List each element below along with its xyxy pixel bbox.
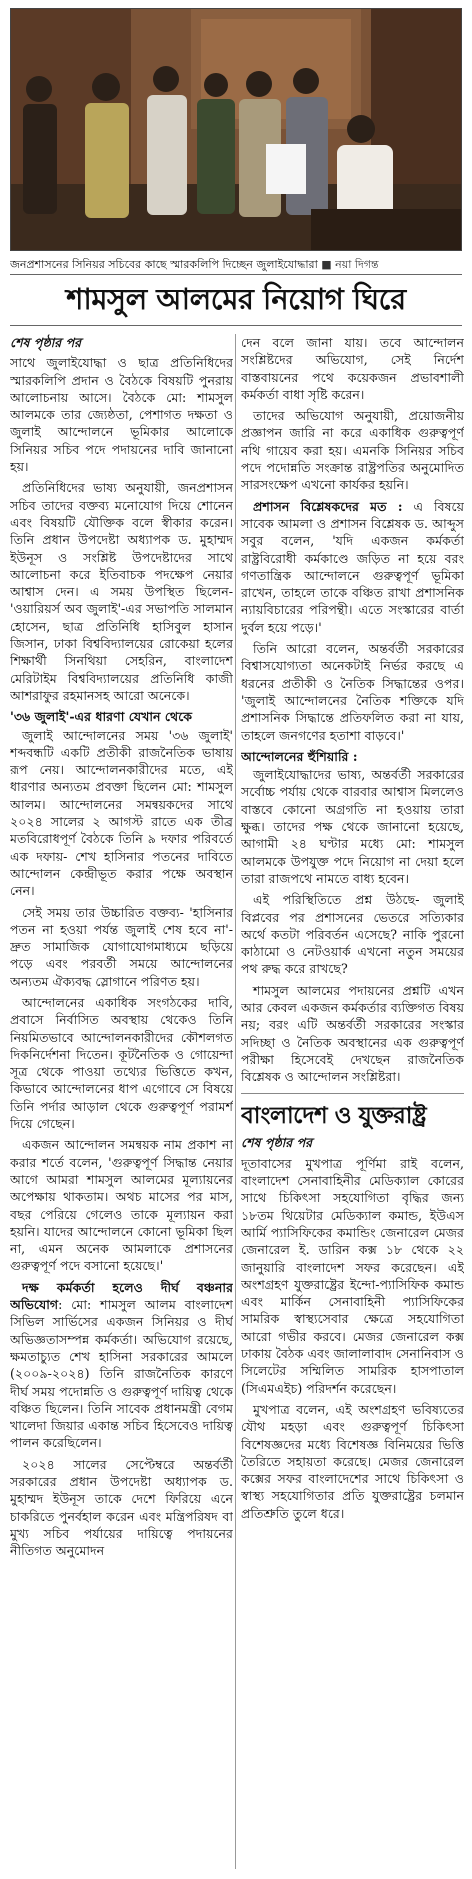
paragraph: আন্দোলনের একাধিক সংগঠকের দাবি, প্রবাসে নির্বাসিত অবস্থায় থেকেও তিনি নিয়মিতভাবে আন্দোলনকারীদের কৌশলগত দিকনির্দেশনা দিতেন। কূটনৈতিক ও গোয়েন্দা সূত্র থেকে পাওয়া তথ্যের ভিত্তিতে কখন, কিভাবে আন্দোলনের ধাপ এগোবে সে বিষয়ে তিনি পর্দার আড়াল থেকে গুরুত্বপূর্ণ পরামর্শ দিয়ে গেছেন। bbox=[10, 994, 233, 1132]
column-divider bbox=[235, 334, 236, 1869]
caption-source: ■ নয়া দিগন্ত bbox=[321, 258, 379, 271]
paragraph: তাদের অভিযোগ অনুযায়ী, প্রয়োজনীয় প্রজ্ঞাপন জারি না করে একাধিক গুরুত্বপূর্ণ নথি গায়েব করা হয়। এমনকি সিনিয়র সচিব পদে পদোন্নতি সংক্রান্ত রাষ্ট্রপতির অনুমোদিত সারসংক্ষেপ এখনো কার্যকর হয়নি। bbox=[241, 408, 464, 493]
paragraph: সাথে জুলাইযোদ্ধা ও ছাত্র প্রতিনিধিদের স্মারকলিপি প্রদান ও বৈঠকে বিষয়টি পুনরায় আলোচনায় আসে। বৈঠকে মো: শামসুল আলমকে তার জ্যেষ্ঠতা, পেশাগত দক্ষতা ও জুলাই আন্দোলনে ভূমিকার আলোকে সিনিয়র সচিব পদে পদায়নের দাবি জানানো হয়। bbox=[10, 355, 233, 475]
paragraph-text: : মো: শামসুল আলম বাংলাদেশ সিভিল সার্ভিসের একজন সিনিয়র ও দীর্ঘ অভিজ্ঞতাসম্পন্ন কর্মকর্তা। অভিযোগ রয়েছে, ক্ষমতাচ্যুত শেখ হাসিনা সরকারের আমলে (২০০৯-২০২৪) তিনি রাজনৈতিক কারণে দীর্ঘ সময় পদোন্নতি ও গুরুত্বপূর্ণ দায়িত্ব থেকে বঞ্চিত ছিলেন। তিনি সাবেক প্রধানমন্ত্রী বেগম খালেদা জিয়ার একান্ত সচিব হিসেবেও দায়িত্ব পালন করেছিলেন। bbox=[10, 1297, 233, 1451]
paragraph: দেন বলে জানা যায়। তবে আন্দোলন সংশ্লিষ্টদের অভিযোগ, সেই নির্দেশ বাস্তবায়নের পথে কয়েকজন প্রভাবশালী কর্মকর্তা বাধা সৃষ্টি করেন। bbox=[241, 335, 464, 402]
paragraph: সেই সময় তার উচ্চারিত বক্তব্য- 'হাসিনার পতন না হওয়া পর্যন্ত জুলাই শেষ হবে না'- দ্রুত সামাজিক যোগাযোগমাধ্যমে ছড়িয়ে পড়ে এবং পরবর্তী সময়ে আন্দোলনের অন্যতম ঐক্যবদ্ধ স্লোগানে পরিণত হয়। bbox=[10, 904, 233, 989]
paragraph: মুখপাত্র বলেন, এই অংশগ্রহণ ভবিষ্যতের যৌথ মহড়া এবং গুরুত্বপূর্ণ চিকিৎসা বিশেষজ্ঞদের মধ্যে বিশেষজ্ঞ বিনিময়ের ভিত্তি তৈরিতে সহায়তা করেছে। মেজর জেনারেল কক্সের সফর বাংলাদেশের সাথে চিকিৎসা ও স্বাস্থ্য সহযোগিতার প্রতি যুক্তরাষ্ট্রের চলমান প্রতিশ্রুতি তুলে ধরে। bbox=[241, 1401, 464, 1521]
paragraph-text: এ বিষয়ে সাবেক আমলা ও প্রশাসন বিশ্লেষক ড. আব্দুস সবুর বলেন, 'যদি একজন কর্মকর্তা রাষ্ট্রবিরোধী কর্মকাণ্ডে জড়িত না হয়ে বরং গণতান্ত্রিক আন্দোলনে গুরুত্বপূর্ণ ভূমিকা রাখেন, তাহলে তাকে বঞ্চিত রাখা প্রশাসনিক ন্যায়বিচারের পরিপন্থী। এতে সংস্কারের বার্তা দুর্বল হয়ে পড়ে।' bbox=[241, 498, 464, 635]
paragraph: একজন আন্দোলন সমন্বয়ক নাম প্রকাশ না করার শর্তে বলেন, 'গুরুত্বপূর্ণ সিদ্ধান্ত নেয়ার আগে আমরা শামসুল আলমের মূল্যায়নের অপেক্ষায় থাকতাম। অথচ মাসের পর মাস, বছর পেরিয়ে গেলেও তাকে মূল্যায়ন করা হয়নি। যাদের আন্দোলনে কোনো ভূমিকা ছিল না, এমন অনেক আমলাকে প্রশাসনের গুরুত্বপূর্ণ পদে বসানো হয়েছে।' bbox=[10, 1137, 233, 1274]
paragraph: তিনি আরো বলেন, অন্তর্বর্তী সরকারের বিশ্বাসযোগ্যতা অনেকটাই নির্ভর করছে এ ধরনের প্রতীকী ও নৈতিক সিদ্ধান্তের ওপর। 'জুলাই আন্দোলনের নৈতিক শক্তিকে যদি প্রশাসনিক সিদ্ধান্তে প্রতিফলিত করা না যায়, তাহলে জনগণের হতাশা বাড়বে।' bbox=[241, 641, 464, 743]
paragraph: জুলাই আন্দোলনের সময় '৩৬ জুলাই' শব্দবন্ধটি একটি প্রতীকী রাজনৈতিক ভাষায় রূপ নেয়। আন্দোলনকারীদের মতে, এই ধারণার অন্যতম প্রবক্তা ছিলেন মো: শামসুল আলম। আন্দোলনের সমন্বয়কদের সাথে ২০২৪ সালের ২ আগস্ট রাতে এক তীব্র মতবিরোধপূর্ণ বৈঠকে তিনি ৯ দফার পরিবর্তে এক দফায়- শেখ হাসিনার পতনের দাবিতে আন্দোলন কেন্দ্রীভূত করার পক্ষে অবস্থান নেন। bbox=[10, 727, 233, 899]
news-photo bbox=[10, 8, 462, 251]
section-headline-bd-us: বাংলাদেশ ও যুক্তরাষ্ট্র bbox=[241, 1093, 464, 1132]
kicker-continued: শেষ পৃষ্ঠার পর bbox=[241, 1135, 313, 1151]
subheading-analysts: প্রশাসন বিশ্লেষকদের মত : bbox=[253, 498, 403, 514]
paragraph bbox=[10, 1279, 233, 1452]
paragraph: ২০২৪ সালের সেপ্টেম্বরে অন্তর্বর্তী সরকারের প্রধান উপদেষ্টা অধ্যাপক ড. মুহাম্মদ ইউনূস তাকে দেশে ফিরিয়ে এনে চাকরিতে পুনর্বহাল করেন এবং মন্ত্রিপরিষদ বা মুখ্য সচিব পর্যায়ের দায়িত্বে পদায়নের নীতিগত অনুমোদন bbox=[10, 1456, 233, 1559]
paragraph: শামসুল আলমের পদায়নের প্রশ্নটি এখন আর কেবল একজন কর্মকর্তার ব্যক্তিগত বিষয় নয়; বরং এটি অন্তর্বর্তী সরকারের সংস্কার সদিচ্ছা ও নৈতিক অবস্থানের এক গুরুত্বপূর্ণ পরীক্ষা হিসেবেই দেখছেন রাজনৈতিক বিশ্লেষক ও আন্দোলন সংশ্লিষ্টরা। bbox=[241, 982, 464, 1085]
subheading-deprivation: দক্ষ কর্মকর্তা হলেও দীর্ঘ বঞ্চনার অভিযোগ bbox=[10, 1279, 233, 1313]
paragraph: প্রতিনিধিদের ভাষ্য অনুযায়ী, জনপ্রশাসন সচিব তাদের বক্তব্য মনোযোগ দিয়ে শোনেন এবং বিষয়টি যৌক্তিক বলে স্বীকার করেন। তিনি প্রধান উপদেষ্টা অধ্যাপক ড. মুহাম্মদ ইউনূস ও সংশ্লিষ্ট উপদেষ্টাদের সাথে আলোচনা করে ইতিবাচক পদক্ষেপ নেয়ার আশ্বাস দেন। এ সময় উপস্থিত ছিলেন- 'ওয়ারিয়র্স অব জুলাই'-এর সভাপতি সালমান হোসেন, ছাত্র প্রতিনিধি হাসিবুল হাসান জিসান, ঢাকা বিশ্ববিদ্যালয়ের রোকেয়া হলের শিক্ষার্থী সিনথিয়া সেহরিন, বাংলাদেশ মেরিটাইম বিশ্ববিদ্যালয়ের প্রতিনিধি কাজী আশরাফুর রহমানসহ আরো অনেকে। bbox=[10, 480, 233, 703]
paragraph: জুলাইযোদ্ধাদের ভাষ্য, অন্তর্বর্তী সরকারের সর্বোচ্চ পর্যায় থেকে বারবার আশ্বাস মিললেও বাস্তবে কোনো অগ্রগতি না হওয়ায় তারা ক্ষুব্ধ। তাদের পক্ষ থেকে জানানো হয়েছে, আগামী ২৪ ঘণ্টার মধ্যে মো: শামসুল আলমকে উপযুক্ত পদে নিয়োগ না দেয়া হলে তারা রাজপথে নামতে বাধ্য হবেন। bbox=[241, 767, 464, 886]
paragraph: এই পরিস্থিতিতে প্রশ্ন উঠছে- জুলাই বিপ্লবের পর প্রশাসনের ভেতরে সত্যিকার অর্থে কতটা পরিবর্তন এসেছে? নাকি পুরনো কাঠামো ও নেটওয়ার্ক এখনো নতুন সময়ের পথ রুদ্ধ করে রাখছে? bbox=[241, 892, 464, 977]
paragraph bbox=[241, 498, 464, 636]
subheading-warning: আন্দোলনের হুঁশিয়ারি : bbox=[241, 748, 358, 764]
paragraph: দূতাবাসের মুখপাত্র পূর্ণিমা রাই বলেন, বাংলাদেশ সেনাবাহিনীর মেডিক্যাল কোরের সাথে চিকিৎসা সহযোগিতা বৃদ্ধির জন্য ১৮তম থিয়েটার মেডিক্যাল কমান্ড, ইউএস আর্মি প্যাসিফিকের কমান্ডিং জেনারেল মেজর জেনারেল ই. ডারিন কক্স ১৮ থেকে ২২ জানুয়ারি বাংলাদেশ সফর করেছেন। এই অংশগ্রহণ যুক্তরাষ্ট্রের ইন্দো-প্যাসিফিক কমান্ড এবং মার্কিন সেনাবাহিনী প্যাসিফিকের সামরিক স্বাস্থ্যসেবার ক্ষেত্রে সহযোগিতা আরো গভীর করবে। মেজর জেনারেল কক্স ঢাকায় বৈঠক এবং জালালাবাদ সেনানিবাস ও সিলেটের সম্মিলিত সামরিক হাসপাতাল (সিএমএইচ) পরিদর্শন করেছেন। bbox=[241, 1155, 464, 1396]
article-column-left bbox=[10, 334, 233, 1869]
kicker-continued: শেষ পৃষ্ঠার পর bbox=[10, 335, 82, 350]
article-column-right bbox=[241, 334, 464, 1869]
divider bbox=[10, 274, 462, 275]
photo-caption bbox=[10, 258, 462, 272]
divider bbox=[10, 325, 462, 326]
headline: শামসুল আলমের নিয়োগ ঘিরে bbox=[66, 282, 406, 316]
subheading-36-july: '৩৬ জুলাই'-এর ধারণা যেখান থেকে bbox=[10, 709, 193, 725]
caption-text: জনপ্রশাসনের সিনিয়র সচিবের কাছে স্মারকলিপি দিচ্ছেন জুলাইযোদ্ধারা bbox=[10, 258, 318, 271]
